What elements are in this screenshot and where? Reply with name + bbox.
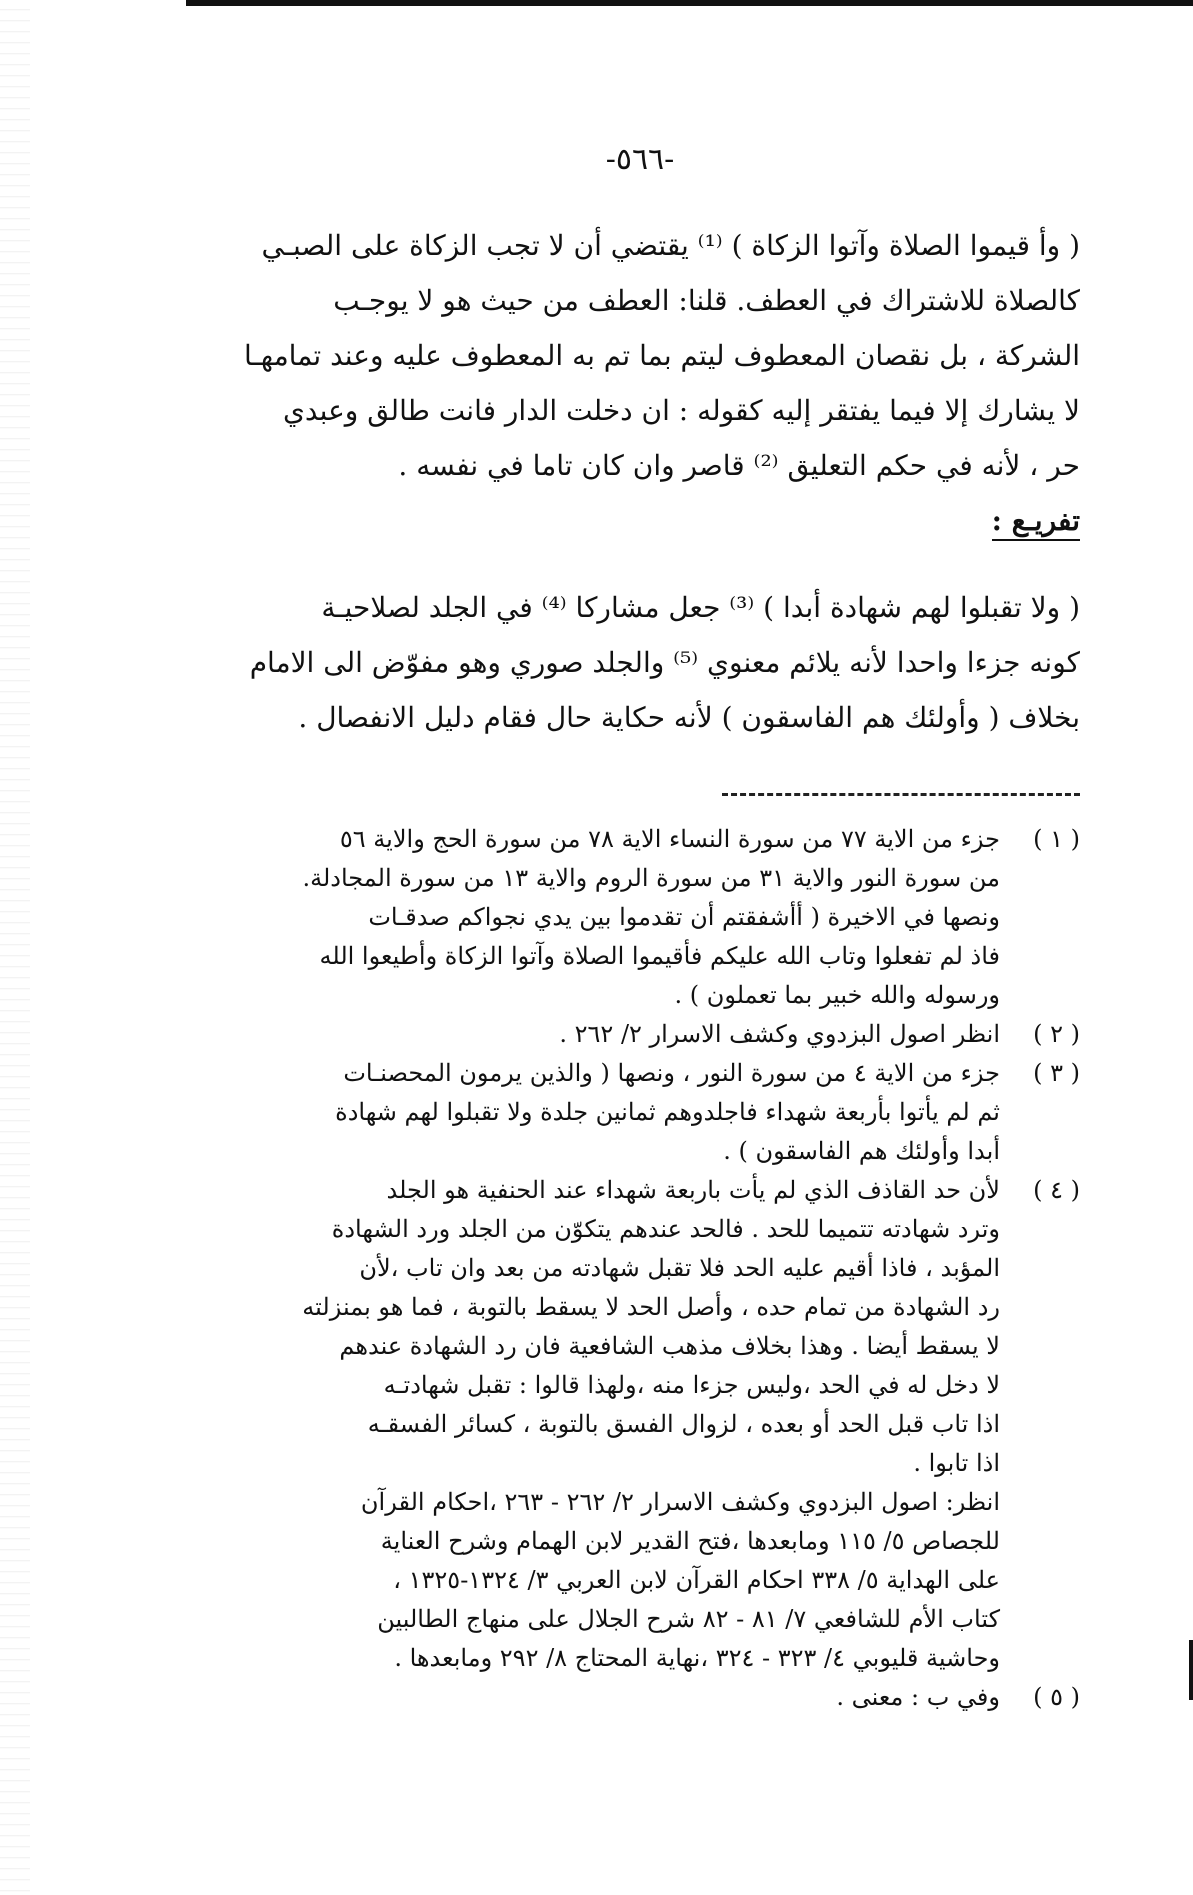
footnote-line: لا دخل له في الحد ،وليس جزءا منه ،ولهذا قالوا : تقبل شهادتـه <box>383 1371 1000 1399</box>
footnote-1 <box>180 820 1080 1015</box>
scan-right-edge-mark <box>1189 1640 1193 1700</box>
scan-top-edge <box>186 0 1193 6</box>
footnote-5 <box>180 1678 1080 1717</box>
footnote-separator <box>722 793 1080 796</box>
footnote-line: اذا تاب قبل الحد أو بعده ، لزوال الفسق بالتوبة ، كسائر الفسقـه <box>367 1410 1000 1438</box>
body-line: الشركة ، بل نقصان المعطوف ليتم بما تم به المعطوف عليه وعند تمامهـا <box>244 339 1080 372</box>
main-text <box>180 218 1080 745</box>
footnote-body <box>180 1171 1000 1483</box>
footnote-body <box>180 1483 1000 1678</box>
footnote-line: ورسوله والله خبير بما تعملون ) . <box>674 981 1000 1009</box>
footnote-line: على الهداية ٥/ ٣٣٨ احكام القرآن لابن العربي ٣/ ١٣٢٤-١٣٢٥ ، <box>393 1566 1000 1594</box>
body-line: كونه جزءا واحدا لأنه يلائم معنوي ⁽⁵⁾ والجلد صوري وهو مفوّض الى الامام <box>249 646 1080 679</box>
footnote-body <box>180 1015 1000 1054</box>
footnote-line: انظر اصول البزدوي وكشف الاسرار ٢/ ٢٦٢ . <box>559 1020 1000 1048</box>
footnote-line: وحاشية قليوبي ٤/ ٣٢٣ - ٣٢٤ ،نهاية المحتاج ٨/ ٢٩٢ ومابعدها . <box>394 1644 1000 1672</box>
body-line: ( وأ قيموا الصلاة وآتوا الزكاة ) ⁽¹⁾ يقتضي أن لا تجب الزكاة على الصبـي <box>261 229 1080 262</box>
body-line: ( ولا تقبلوا لهم شهادة أبدا ) ⁽³⁾ جعل مشاركا ⁽⁴⁾ في الجلد لصلاحيـة <box>321 591 1080 624</box>
section-heading <box>180 493 1080 548</box>
footnote-body <box>180 820 1000 1015</box>
body-line: حر ، لأنه في حكم التعليق ⁽²⁾ قاصر وان كان تاما في نفسه . <box>398 449 1080 482</box>
body-line: لا يشارك إلا فيما يفتقر إليه كقوله : ان دخلت الدار فانت طالق وعبدي <box>283 394 1080 427</box>
footnote-4 <box>180 1171 1080 1483</box>
footnote-line: جزء من الاية ٧٧ من سورة النساء الاية ٧٨ من سورة الحج والاية ٥٦ <box>339 825 1000 853</box>
footnote-number: ( ٥ ) <box>1033 1683 1080 1711</box>
footnote-line: فاذ لم تفعلوا وتاب الله عليكم فأقيموا الصلاة وآتوا الزكاة وأطيعوا الله <box>319 942 1000 970</box>
footnote-line: وترد شهادته تتميما للحد . فالحد عندهم يتكوّن من الجلد ورد الشهادة <box>331 1215 1000 1243</box>
footnote-body <box>180 1054 1000 1171</box>
body-line: كالصلاة للاشتراك في العطف. قلنا: العطف من حيث هو لا يوجـب <box>333 284 1080 317</box>
footnote-line: لا يسقط أيضا . وهذا بخلاف مذهب الشافعية فان رد الشهادة عندهم <box>339 1332 1000 1360</box>
scan-left-margin <box>0 0 30 1895</box>
spacer <box>180 548 1080 580</box>
footnote-line: أبدا وأولئك هم الفاسقون ) . <box>723 1137 1000 1165</box>
footnote-body <box>180 1678 1000 1717</box>
footnote-number: ( ١ ) <box>1033 825 1080 853</box>
footnote-line: رد الشهادة من تمام حده ، وأصل الحد لا يسقط بالتوبة ، فما هو بمنزلته <box>302 1293 1000 1321</box>
footnote-line: جزء من الاية ٤ من سورة النور ، ونصها ( والذين يرمون المحصنـات <box>343 1059 1000 1087</box>
footnote-4-references <box>180 1483 1080 1678</box>
footnotes <box>180 820 1080 1717</box>
footnote-line: لأن حد القاذف الذي لم يأت باربعة شهداء عند الحنفية هو الجلد <box>386 1176 1000 1204</box>
page-number: -٥٦٦- <box>605 142 675 177</box>
footnote-number: ( ٣ ) <box>1033 1059 1080 1087</box>
footnote-line: المؤبد ، فاذا أقيم عليه الحد فلا تقبل شهادته من بعد وان تاب ،لأن <box>359 1254 1000 1282</box>
footnote-line: ونصها في الاخيرة ( أأشفقتم أن تقدموا بين يدي نجواكم صدقـات <box>368 903 1000 931</box>
footnote-line: للجصاص ٥/ ١١٥ ومابعدها ،فتح القدير لابن الهمام وشرح العناية <box>380 1527 1000 1555</box>
body-line: بخلاف ( وأولئك هم الفاسقون ) لأنه حكاية حال فقام دليل الانفصال . <box>298 701 1080 734</box>
footnote-line: انظر: اصول البزدوي وكشف الاسرار ٢/ ٢٦٢ - ٢٦٣ ،احكام القرآن <box>360 1488 1000 1516</box>
footnote-number: ( ٢ ) <box>1033 1020 1080 1048</box>
footnote-line: كتاب الأم للشافعي ٧/ ٨١ - ٨٢ شرح الجلال على منهاج الطالبين <box>377 1605 1000 1633</box>
section-heading-text: تفريـع : <box>992 504 1080 541</box>
footnote-line: اذا تابوا . <box>913 1449 1000 1477</box>
footnote-line: وفي ب : معنى . <box>836 1683 1000 1711</box>
footnote-2 <box>180 1015 1080 1054</box>
footnote-3 <box>180 1054 1080 1171</box>
footnote-line: من سورة النور والاية ٣١ من سورة الروم والاية ١٣ من سورة المجادلة. <box>302 864 1000 892</box>
footnote-line: ثم لم يأتوا بأربعة شهداء فاجلدوهم ثمانين جلدة ولا تقبلوا لهم شهادة <box>335 1098 1000 1126</box>
footnote-number: ( ٤ ) <box>1033 1176 1080 1204</box>
